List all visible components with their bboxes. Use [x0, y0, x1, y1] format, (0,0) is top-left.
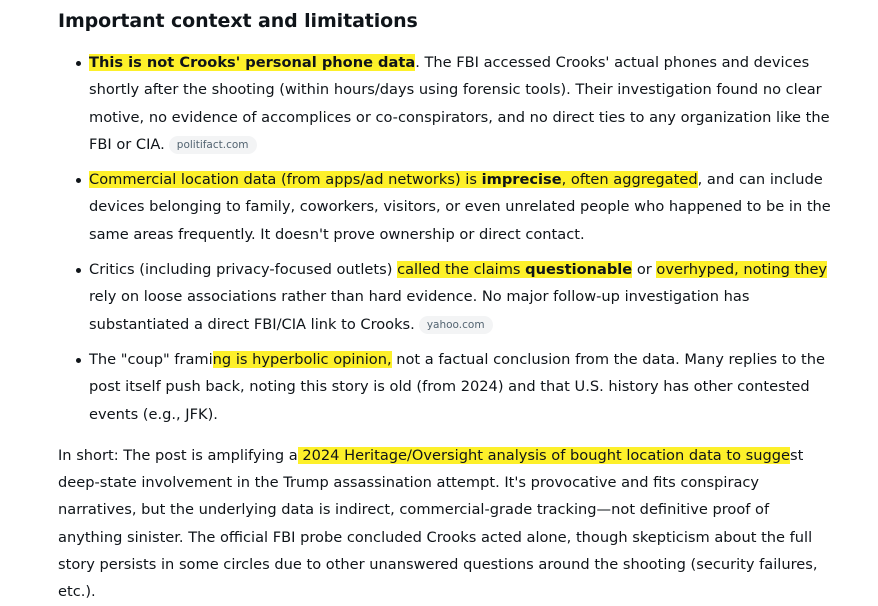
highlighted-text: This is not Crooks' personal phone data	[89, 54, 416, 71]
highlighted-text: ng is hyperbolic opinion,	[212, 350, 392, 368]
item-text: . The FBI accessed Crooks' actual phones and devices shortly after the shooting (within hours/days using forensic tools). Their investigation found no clear motive, no evidence of accomplices or co-conspirators, and no direct ties to any organization like the FBI or CIA.	[89, 54, 830, 153]
item-text: Critics (including privacy-focused outlets)	[89, 261, 398, 279]
summary-text: st deep-state involvement in the Trump assassination attempt. It's provocative and fits conspiracy narratives, but the underlying data is indirect, commercial-grade tracking—not definitive proof of anything sinister. The official FBI probe concluded Crooks acted alone, though skepticism about the full story persists in some circles due to other unanswered questions around the shooting (security failures, etc.).	[58, 446, 818, 601]
source-citation-yahoo[interactable]: yahoo.com	[419, 316, 493, 334]
item-text: not a factual conclusion from the data. Many replies to the post itself push back, noting this story is old (from 2024) and that U.S. history has other contested events (e.g., JFK).	[89, 350, 825, 423]
summary-paragraph	[58, 442, 838, 606]
highlighted-text: , often aggregated	[561, 171, 698, 189]
item-text: The "coup" frami	[89, 350, 213, 368]
summary-text: In short: The post is amplifying a	[58, 446, 298, 464]
source-citation-politifact[interactable]: politifact.com	[169, 136, 257, 154]
list-item	[89, 256, 838, 338]
item-text: rely on loose associations rather than hard evidence. No major follow-up investigation has substantiated a direct FBI/CIA link to Crooks.	[89, 288, 750, 333]
highlighted-text: 2024 Heritage/Oversight analysis of bought location data to sugge	[297, 446, 791, 464]
highlighted-text: Commercial location data (from apps/ad networks) is	[89, 171, 482, 189]
bullet-list	[58, 49, 838, 428]
list-item	[89, 49, 838, 158]
highlighted-text: called the claims	[397, 261, 526, 279]
item-text: or	[632, 261, 657, 279]
list-item	[89, 166, 838, 248]
highlighted-text: overhyped, noting they	[656, 261, 828, 279]
response-content	[58, 6, 838, 606]
list-item	[89, 346, 838, 428]
highlighted-bold-text: imprecise	[481, 171, 562, 189]
item-text: , and can include devices belonging to family, coworkers, visitors, or even unrelated people who happened to be in the same areas frequently. It doesn't prove ownership or direct contact.	[89, 171, 831, 243]
highlighted-bold-text: questionable	[525, 261, 633, 279]
section-heading: Important context and limitations	[58, 10, 418, 32]
